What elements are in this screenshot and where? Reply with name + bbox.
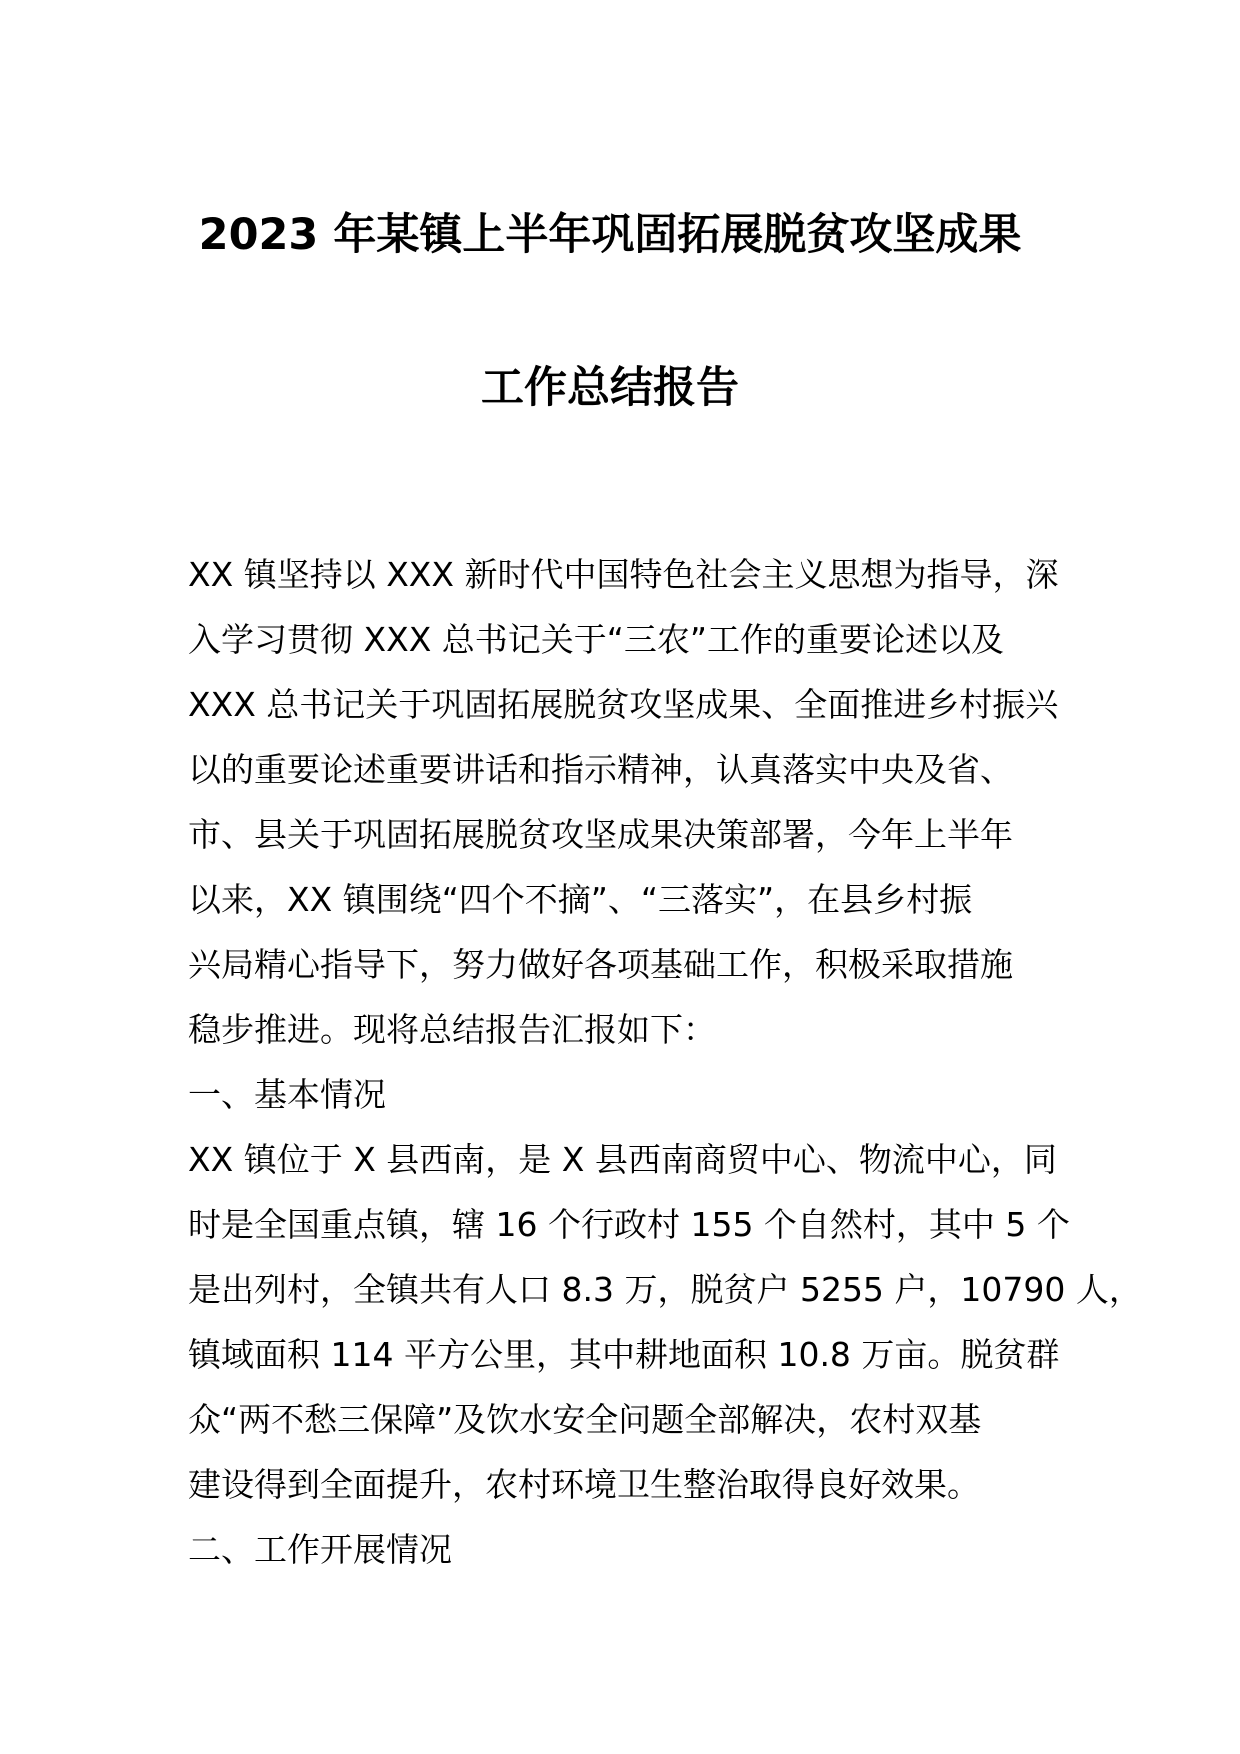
basic-situation-paragraph <box>188 1127 1142 1517</box>
paragraph-line: 镇域面积 114 平方公里，其中耕地面积 10.8 万亩。脱贫群 <box>188 1335 1060 1374</box>
paragraph-line: 是出列村，全镇共有人口 8.3 万，脱贫户 5255 户，10790 人， <box>188 1270 1142 1309</box>
section-heading-work-progress <box>188 1517 1068 1582</box>
document-title-line-1: 2023 年某镇上半年巩固拓展脱贫攻坚成果 <box>198 210 1022 260</box>
paragraph-line: XXX 总书记关于巩固拓展脱贫攻坚成果、全面推进乡村振兴 <box>188 685 1059 724</box>
paragraph-line: 众“两不愁三保障”及饮水安全问题全部解决，农村双基 <box>188 1400 982 1439</box>
paragraph-line: 以的重要论述重要讲话和指示精神，认真落实中央及省、 <box>188 750 1013 789</box>
document-title-line-2: 工作总结报告 <box>481 363 739 413</box>
section-heading-text: 二、工作开展情况 <box>188 1530 452 1569</box>
paragraph-line: 以来，XX 镇围绕“四个不摘”、“三落实”，在县乡村振 <box>188 880 973 919</box>
paragraph-line: XX 镇位于 X 县西南，是 X 县西南商贸中心、物流中心，同 <box>188 1140 1057 1179</box>
paragraph-line: 入学习贯彻 XXX 总书记关于“三农”工作的重要论述以及 <box>188 620 1004 659</box>
section-heading-basic-situation <box>188 1062 1068 1127</box>
paragraph-line: 兴局精心指导下，努力做好各项基础工作，积极采取措施 <box>188 945 1013 984</box>
paragraph-line: XX 镇坚持以 XXX 新时代中国特色社会主义思想为指导，深 <box>188 555 1059 594</box>
intro-paragraph <box>188 542 1068 1062</box>
paragraph-line: 建设得到全面提升，农村环境卫生整治取得良好效果。 <box>188 1465 980 1504</box>
section-heading-text: 一、基本情况 <box>188 1075 386 1114</box>
paragraph-line: 稳步推进。现将总结报告汇报如下： <box>188 1010 716 1049</box>
paragraph-line: 市、县关于巩固拓展脱贫攻坚成果决策部署，今年上半年 <box>188 815 1013 854</box>
paragraph-line: 时是全国重点镇，辖 16 个行政村 155 个自然村，其中 5 个 <box>188 1205 1070 1244</box>
